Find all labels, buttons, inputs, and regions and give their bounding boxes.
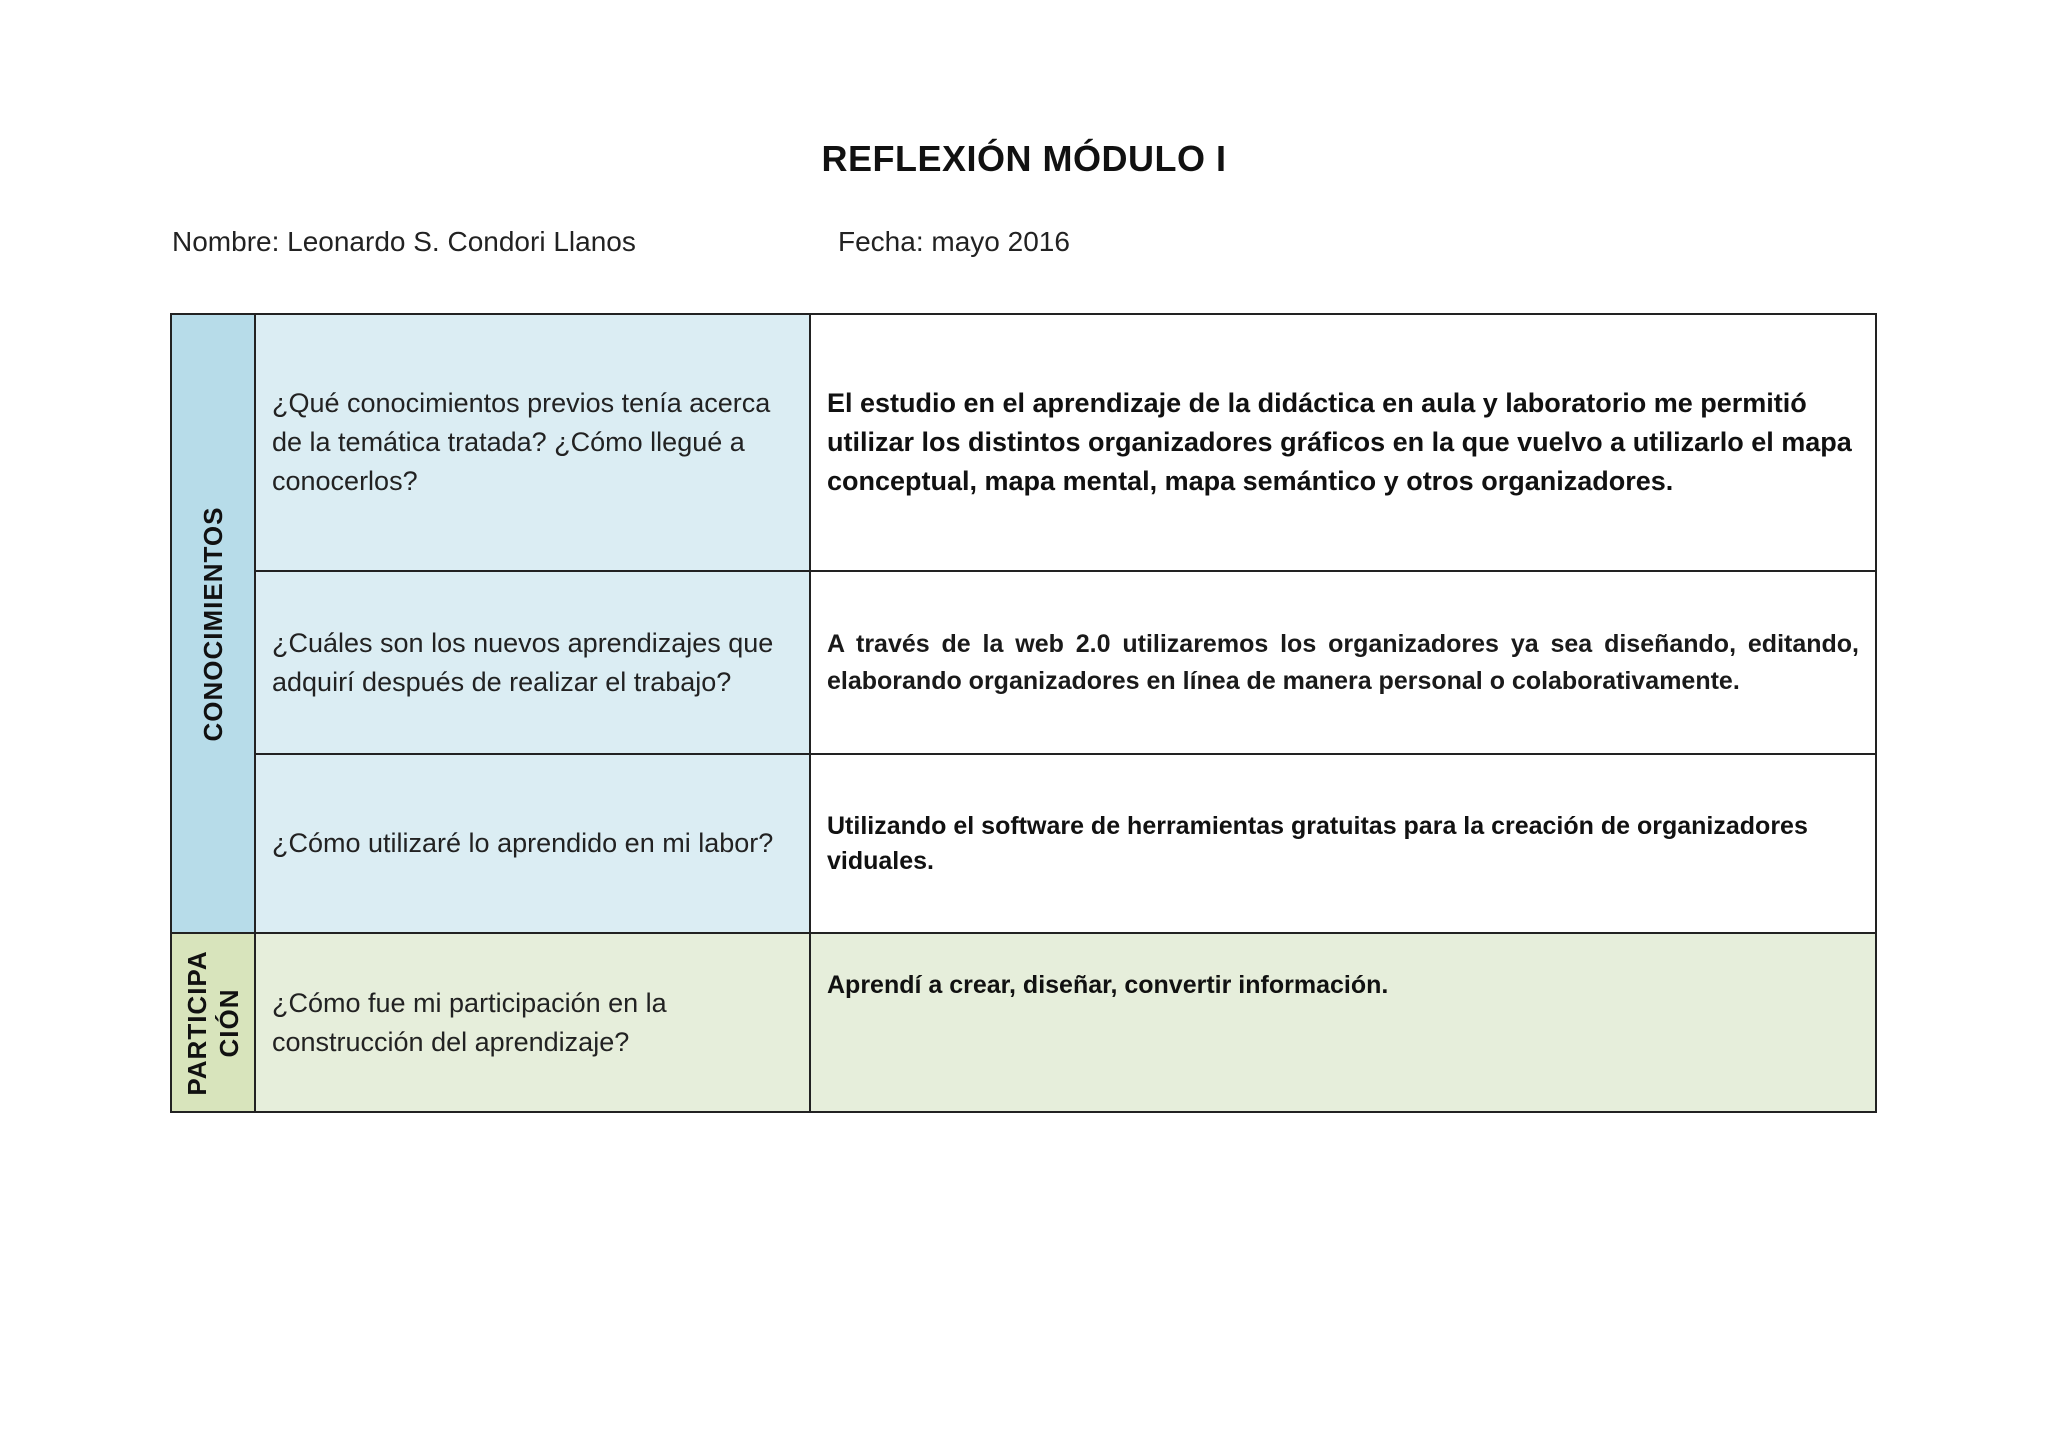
category-participacion (171, 933, 255, 1112)
category-conocimientos (171, 314, 255, 933)
reflection-table (170, 313, 1877, 1113)
table-row (171, 314, 1876, 571)
answer-cell (810, 754, 1876, 933)
category-label-conocimientos: CONOCIMIENTOS (198, 506, 228, 741)
question-cell (255, 754, 810, 933)
category-label-line: CIÓN (214, 988, 244, 1058)
table-row (171, 933, 1876, 1112)
answer-cell (810, 314, 1876, 571)
answer-text: A través de la web 2.0 utilizaremos los organizadores ya sea diseñando, editando, elaborando organizadores en línea de manera personal o colaborativamente. (827, 629, 1859, 695)
answer-cell (810, 933, 1876, 1112)
question-cell (255, 314, 810, 571)
category-label-participacion (181, 950, 245, 1095)
category-label-line: PARTICIPA (182, 949, 212, 1096)
page-title: REFLEXIÓN MÓDULO I (821, 138, 1227, 179)
question-cell (255, 933, 810, 1112)
question-text: ¿Cuáles son los nuevos aprendizajes que adquirí después de realizar el trabajo? (272, 627, 774, 697)
date-line: Fecha: mayo 2016 (838, 226, 1070, 257)
table-row (171, 571, 1876, 754)
question-text: ¿Cómo utilizaré lo aprendido en mi labor? (272, 828, 774, 858)
answer-text: El estudio en el aprendizaje de la didáctica en aula y laboratorio me permitió utilizar los distintos organizadores gráficos en la que vuelvo a utilizarlo el mapa conceptual, mapa mental, mapa semántico y otros organizadores. (827, 388, 1852, 496)
question-text: ¿Cómo fue mi participación en la construcción del aprendizaje? (272, 987, 667, 1057)
answer-text: Aprendí a crear, diseñar, convertir información. (827, 971, 1389, 999)
question-text: ¿Qué conocimientos previos tenía acerca de la temática tratada? ¿Cómo llegué a conocerlos? (272, 388, 771, 496)
answer-cell (810, 571, 1876, 754)
name-line: Nombre: Leonardo S. Condori Llanos (172, 226, 636, 257)
answer-text: Utilizando el software de herramientas gratuitas para la creación de organizadores viduales. (827, 811, 1808, 875)
table-row (171, 754, 1876, 933)
question-cell (255, 571, 810, 754)
